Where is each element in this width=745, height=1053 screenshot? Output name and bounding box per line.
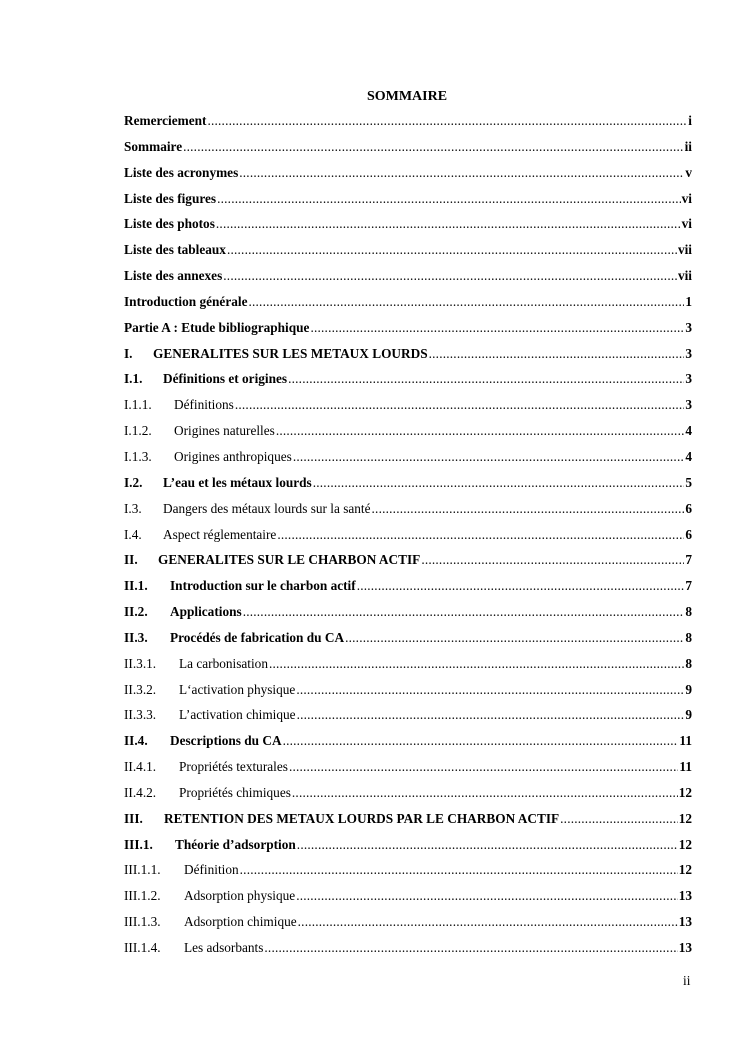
dot-leader: [283, 733, 679, 749]
toc-entry-page: 7: [685, 552, 692, 568]
dot-leader: [292, 785, 678, 801]
toc-entry-page: 4: [685, 448, 692, 464]
toc-entry-label: Liste des acronymes: [124, 164, 239, 180]
toc-entry-label: Propriétés chimiques: [179, 784, 291, 800]
toc-entry-page: vii: [677, 268, 692, 284]
toc-entry[interactable]: [124, 242, 692, 268]
toc-entry-number: II.: [124, 552, 138, 568]
toc-entry-label: Adsorption physique: [184, 888, 296, 904]
toc-entry-page: 4: [685, 423, 692, 439]
toc-entry-number: II.3.: [124, 629, 148, 645]
toc-entry-label: Définitions et origines: [163, 371, 288, 387]
toc-entry[interactable]: [124, 294, 692, 320]
toc-entry[interactable]: [124, 811, 692, 837]
toc-entry-label: Liste des annexes: [124, 268, 223, 284]
toc-entry[interactable]: [124, 578, 692, 604]
dot-leader: [357, 578, 685, 594]
toc-entry-label: Partie A : Etude bibliographique: [124, 319, 310, 335]
dot-leader: [297, 837, 678, 853]
toc-entry-number: II.3.1.: [124, 655, 157, 671]
toc-entry[interactable]: [124, 320, 692, 346]
toc-entry-label: Applications: [170, 604, 242, 620]
toc-entry-page: 13: [678, 888, 692, 904]
toc-entry-label: Introduction sur le charbon actif: [170, 578, 356, 594]
toc-entry[interactable]: [124, 268, 692, 294]
toc-entry-label: Procédés de fabrication du CA: [170, 629, 345, 645]
dot-leader: [313, 475, 685, 491]
toc-entry[interactable]: [124, 191, 692, 217]
toc-entry-number: II.4.: [124, 733, 148, 749]
page-number: ii: [683, 973, 691, 988]
toc-entry-label: L’activation chimique: [179, 707, 296, 723]
toc-entry-page: 12: [678, 862, 692, 878]
toc-entry[interactable]: [124, 371, 692, 397]
dot-leader: [223, 268, 677, 284]
toc-entry-label: Les adsorbants: [184, 940, 264, 955]
dot-leader: [429, 346, 685, 362]
dot-leader: [276, 423, 685, 439]
toc-entry-page: 7: [685, 578, 692, 594]
toc-entry-label: La carbonisation: [179, 655, 268, 671]
toc-entry[interactable]: [124, 785, 692, 811]
toc-entry[interactable]: [124, 449, 692, 475]
toc-entry-page: 3: [685, 319, 692, 335]
toc-entry-number: II.3.3.: [124, 707, 157, 723]
toc-entry-number: I.1.: [124, 371, 143, 387]
toc-entry-label: Dangers des métaux lourds sur la santé: [163, 500, 371, 516]
toc-entry-label: Origines naturelles: [174, 423, 275, 439]
toc-entry-page: v: [685, 164, 692, 180]
toc-entry-label: Liste des tableaux: [124, 242, 226, 258]
toc-entry-number: I.: [124, 345, 133, 361]
dot-leader: [296, 682, 684, 698]
toc-entry-number: III.: [124, 810, 143, 826]
toc-entry-number: I.1.1.: [124, 397, 152, 413]
page-title: SOMMAIRE: [366, 89, 448, 104]
toc-entry[interactable]: [124, 733, 692, 759]
dot-leader: [240, 862, 678, 878]
toc-entry-number: III.1.3.: [124, 914, 161, 930]
dot-leader: [421, 552, 684, 568]
toc-entry-label: Origines anthropiques: [174, 448, 292, 464]
dot-leader: [289, 759, 678, 775]
dot-leader: [372, 501, 685, 517]
toc-entry-label: L‘activation physique: [179, 681, 296, 697]
dot-leader: [277, 527, 684, 543]
toc-entry-label: Sommaire: [124, 138, 183, 154]
toc-entry[interactable]: [124, 216, 692, 242]
toc-entry[interactable]: [124, 113, 692, 139]
toc-entry-page: 12: [678, 836, 692, 852]
toc-entry-page: 6: [685, 526, 692, 542]
toc-entry-page: 11: [679, 759, 692, 775]
toc-entry-page: 12: [678, 810, 692, 826]
toc-entry-page: i: [688, 113, 692, 128]
dot-leader: [293, 449, 685, 465]
toc-entry[interactable]: [124, 552, 692, 578]
toc-entry[interactable]: [124, 707, 692, 733]
toc-entry-page: 13: [678, 940, 692, 955]
toc-entry-label: L’eau et les métaux lourds: [163, 474, 312, 490]
toc-entry-label: Définition: [184, 862, 239, 878]
toc-entry-page: 6: [685, 500, 692, 516]
toc-entry[interactable]: [124, 656, 692, 682]
dot-leader: [296, 888, 678, 904]
toc-entry-number: I.4.: [124, 526, 142, 542]
toc-entry-label: Introduction générale: [124, 293, 248, 309]
toc-entry[interactable]: [124, 914, 692, 940]
toc-entry-number: I.1.2.: [124, 423, 152, 439]
toc-entry-number: III.1.2.: [124, 888, 161, 904]
dot-leader: [345, 630, 684, 646]
toc-entry[interactable]: [124, 346, 692, 372]
toc-entry-page: 9: [685, 707, 692, 723]
toc-entry-number: II.4.2.: [124, 784, 157, 800]
toc-entry-label: Adsorption chimique: [184, 914, 297, 930]
toc-entry[interactable]: [124, 759, 692, 785]
toc-entry-page: vii: [677, 242, 692, 258]
toc-entry-label: GENERALITES SUR LES METAUX LOURDS: [153, 345, 428, 361]
toc-entry[interactable]: [124, 423, 692, 449]
toc-entry-number: I.2.: [124, 474, 143, 490]
toc-entry-label: Liste des photos: [124, 216, 215, 232]
toc-entry-page: vi: [681, 190, 692, 206]
toc-entry[interactable]: [124, 139, 692, 165]
toc-entry-number: III.1.4.: [124, 940, 161, 955]
toc-entry[interactable]: [124, 682, 692, 708]
toc-entry-number: III.1.: [124, 836, 153, 852]
toc-entry[interactable]: [124, 862, 692, 888]
dot-leader: [216, 216, 681, 232]
toc-entry[interactable]: [124, 475, 692, 501]
dot-leader: [297, 707, 685, 723]
dot-leader: [235, 397, 685, 413]
toc-entry-number: II.1.: [124, 578, 148, 594]
dot-leader: [288, 371, 684, 387]
toc-entry-label: Définitions: [174, 397, 234, 413]
dot-leader: [560, 811, 678, 827]
toc-entry-page: 3: [685, 345, 692, 361]
toc-entry[interactable]: [124, 837, 692, 863]
toc-entry-label: RETENTION DES METAUX LOURDS PAR LE CHARBON ACTIF: [164, 810, 560, 826]
toc-entry-page: 5: [685, 474, 692, 490]
toc-entry-label: Aspect réglementaire: [163, 526, 277, 542]
toc-entry[interactable]: [124, 630, 692, 656]
dot-leader: [269, 656, 684, 672]
toc-entry-number: II.2.: [124, 604, 148, 620]
dot-leader: [239, 165, 684, 181]
toc-entry[interactable]: [124, 397, 692, 423]
toc-entry-label: Descriptions du CA: [170, 733, 282, 749]
toc-entry-number: I.3.: [124, 500, 142, 516]
toc-entry-page: 12: [678, 784, 692, 800]
toc-entry[interactable]: [124, 604, 692, 630]
toc-entry-page: 3: [685, 397, 692, 413]
dot-leader: [207, 113, 687, 129]
table-of-contents: [124, 113, 692, 966]
toc-entry-page: 8: [685, 629, 692, 645]
toc-entry[interactable]: [124, 888, 692, 914]
dot-leader: [227, 242, 677, 258]
dot-leader: [298, 914, 678, 930]
dot-leader: [243, 604, 685, 620]
dot-leader: [217, 191, 681, 207]
dot-leader: [264, 940, 677, 956]
toc-entry-page: 9: [685, 681, 692, 697]
toc-entry-page: 13: [678, 914, 692, 930]
toc-entry-number: I.1.3.: [124, 448, 152, 464]
toc-entry-number: II.4.1.: [124, 759, 157, 775]
toc-entry[interactable]: [124, 940, 692, 966]
toc-entry-label: Propriétés texturales: [179, 759, 288, 775]
toc-entry-label: Remerciement: [124, 113, 207, 128]
toc-entry[interactable]: [124, 165, 692, 191]
toc-entry-page: 1: [685, 293, 692, 309]
toc-entry-label: GENERALITES SUR LE CHARBON ACTIF: [158, 552, 421, 568]
toc-entry[interactable]: [124, 501, 692, 527]
toc-entry-page: 8: [685, 655, 692, 671]
toc-entry[interactable]: [124, 527, 692, 553]
dot-leader: [183, 139, 684, 155]
dot-leader: [248, 294, 684, 310]
toc-entry-number: II.3.2.: [124, 681, 157, 697]
toc-entry-page: vi: [681, 216, 692, 232]
toc-entry-page: ii: [684, 138, 692, 154]
dot-leader: [310, 320, 684, 336]
toc-entry-label: Liste des figures: [124, 190, 217, 206]
toc-entry-page: 8: [685, 604, 692, 620]
toc-entry-page: 3: [685, 371, 692, 387]
toc-entry-page: 11: [679, 733, 692, 749]
toc-entry-label: Théorie d’adsorption: [175, 836, 296, 852]
toc-entry-number: III.1.1.: [124, 862, 161, 878]
